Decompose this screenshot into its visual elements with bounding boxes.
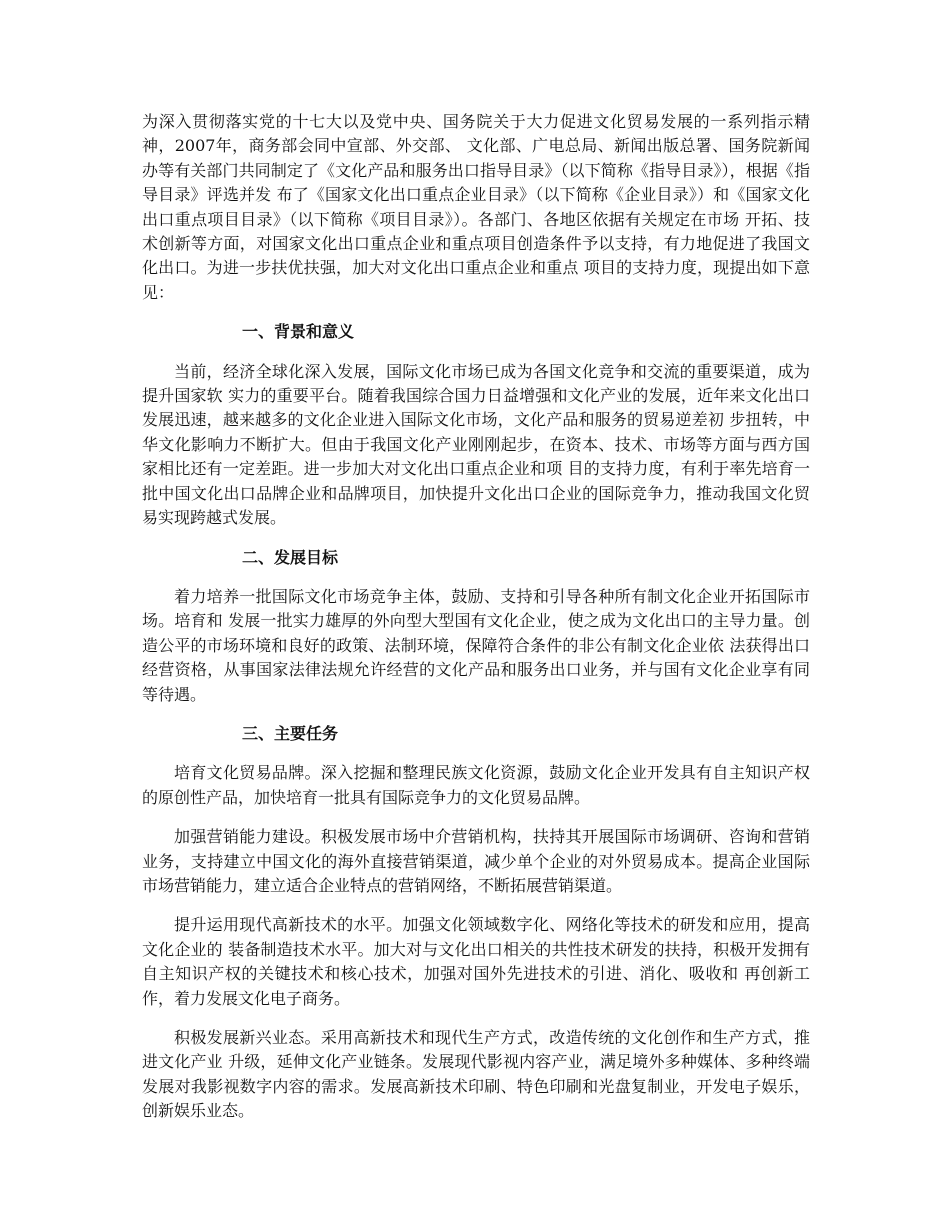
section-heading-goals: 二、发展目标 — [242, 547, 339, 567]
section-heading-tasks: 三、主要任务 — [242, 723, 339, 743]
task-paragraph-brand: 培育文化贸易品牌。深入挖掘和整理民族文化资源，鼓励文化企业开发具有自主知识产权的原创性产品，加快培育一批具有国际竞争力的文化贸易品牌。 — [142, 763, 810, 807]
task-paragraph-new-formats: 积极发展新兴业态。采用高新技术和现代生产方式，改造传统的文化创作和生产方式，推进文化产业 升级，延伸文化产业链条。发展现代影视内容产业，满足境外多种媒体、多种终端发展对我影视数字内容的需求。发展高新技术印刷、特色印刷和光盘复制业，开发电子娱乐，创新娱乐业态。 — [142, 1028, 810, 1121]
background-paragraph: 当前，经济全球化深入发展，国际文化市场已成为各国文化竞争和交流的重要渠道，成为提升国家软 实力的重要平台。随着我国综合国力日益增强和文化产业的发展，近年来文化出口发展迅速，越来越多的文化企业进入国际文化市场，文化产品和服务的贸易逆差初 步扭转，中华文化影响力不断扩大。但由于我国文化产业刚刚起步，在资本、技术、市场等方面与西方国家相比还有一定差距。进一步加大对文化出口重点企业和项 目的支持力度，有利于率先培育一批中国文化出口品牌企业和品牌项目，加快提升文化出口企业的国际竞争力，推动我国文化贸易实现跨越式发展。 — [142, 361, 810, 528]
document-body — [142, 110, 810, 1139]
task-paragraph-technology: 提升运用现代高新技术的水平。加强文化领域数字化、网络化等技术的研发和应用，提高文化企业的 装备制造技术水平。加大对与文化出口相关的共性技术研发的扶持，积极开发拥有自主知识产权的关键技术和核心技术，加强对国外先进技术的引进、消化、吸收和 再创新工作，着力发展文化电子商务。 — [142, 915, 810, 1008]
task-paragraph-marketing: 加强营销能力建设。积极发展市场中介营销机构，扶持其开展国际市场调研、咨询和营销业务，支持建立中国文化的海外直接营销渠道，减少单个企业的对外贸易成本。提高企业国际市场营销能力，建立适合企业特点的营销网络，不断拓展营销渠道。 — [142, 827, 810, 895]
section-heading-background: 一、背景和意义 — [242, 322, 355, 342]
intro-paragraph: 为深入贯彻落实党的十七大以及党中央、国务院关于大力促进文化贸易发展的一系列指示精神，2007年，商务部会同中宣部、外交部、 文化部、广电总局、新闻出版总署、国务院新闻办等有关部门共同制定了《文化产品和服务出口指导目录》（以下简称《指导目录》），根据《指导目录》评选并发 布了《国家文化出口重点企业目录》（以下简称《企业目录》）和《国家文化出口重点项目目录》（以下简称《项目目录》）。各部门、各地区依据有关规定在市场 开拓、技术创新等方面，对国家文化出口重点企业和重点项目创造条件予以支持，有力地促进了我国文化出口。为进一步扶优扶强，加大对文化出口重点企业和重点 项目的支持力度，现提出如下意见： — [142, 112, 810, 302]
goals-paragraph: 着力培养一批国际文化市场竞争主体，鼓励、支持和引导各种所有制文化企业开拓国际市场。培育和 发展一批实力雄厚的外向型大型国有文化企业，使之成为文化出口的主导力量。创造公平的市场环境和良好的政策、法制环境，保障符合条件的非公有制文化企业依 法获得出口经营资格，从事国家法律法规允许经营的文化产品和服务出口业务，并与国有文化企业享有同等待遇。 — [142, 586, 810, 704]
